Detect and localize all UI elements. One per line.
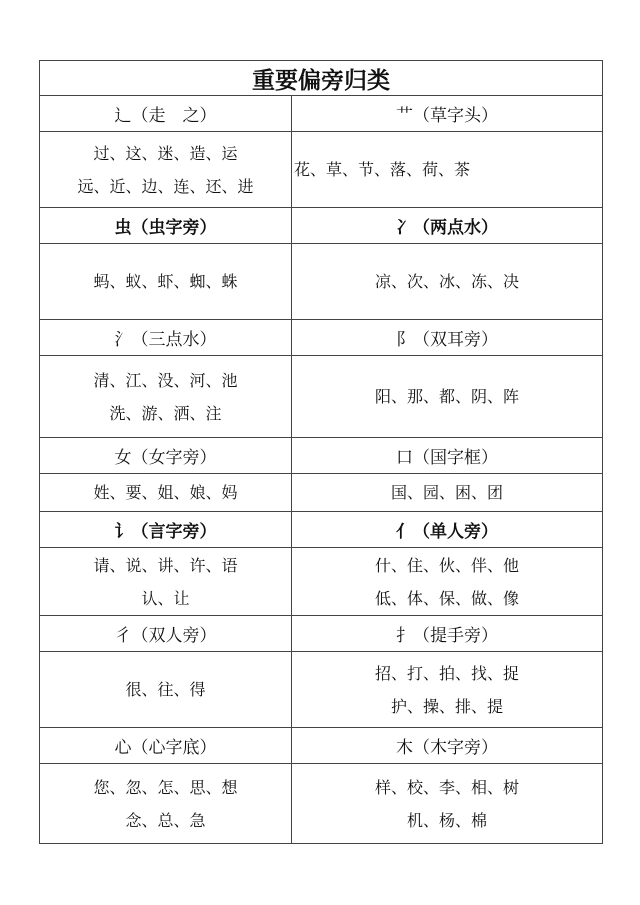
examples-cell: [40, 764, 292, 844]
radical-header: 彳（双人旁）: [40, 616, 292, 652]
radical-header: 艹（草字头）: [292, 96, 603, 132]
examples-line: 过、这、迷、造、运: [93, 143, 238, 163]
examples-line: 清、江、没、河、池: [93, 370, 238, 390]
examples-line: 花、草、节、落、荷、茶: [294, 160, 471, 179]
radical-header: 虫（虫字旁）: [40, 208, 292, 244]
examples-cell: [40, 132, 292, 208]
radical-table: [39, 60, 603, 844]
examples-line: 念、总、急: [125, 810, 206, 830]
section-header-row: [40, 320, 603, 356]
section-header-row: [40, 438, 603, 474]
examples-line: 姓、要、姐、娘、妈: [93, 483, 238, 502]
section-examples-row: [40, 764, 603, 844]
examples-line: 低、体、保、做、像: [374, 588, 519, 608]
examples-line: 护、操、排、提: [390, 696, 503, 716]
radical-header: 氵（三点水）: [40, 320, 292, 356]
examples-cell: [40, 652, 292, 728]
examples-cell: [292, 356, 603, 438]
examples-line: 国、园、困、团: [390, 483, 503, 502]
radical-header: 口（国字框）: [292, 438, 603, 474]
radical-header: 讠（言字旁）: [40, 512, 292, 548]
examples-cell: [292, 474, 603, 512]
examples-cell: [40, 548, 292, 616]
radical-header: 女（女字旁）: [40, 438, 292, 474]
examples-line: 凉、次、冰、冻、决: [374, 272, 519, 291]
examples-cell: [292, 652, 603, 728]
section-header-row: [40, 96, 603, 132]
examples-line: 很、往、得: [125, 680, 206, 699]
examples-line: 蚂、蚁、虾、蜘、蛛: [93, 272, 238, 291]
radical-header: ⻌（走 之）: [40, 96, 292, 132]
section-examples-row: [40, 652, 603, 728]
examples-line: 洗、游、洒、注: [109, 403, 222, 423]
examples-line: 招、打、拍、找、捉: [374, 663, 519, 683]
examples-line: 认、让: [141, 588, 190, 608]
page-title: 重要偏旁归类: [40, 61, 603, 96]
section-examples-row: [40, 474, 603, 512]
examples-cell: [40, 356, 292, 438]
examples-line: 什、住、伙、伴、他: [374, 555, 519, 575]
examples-cell: [292, 132, 603, 208]
section-examples-row: [40, 132, 603, 208]
examples-cell: [292, 764, 603, 844]
section-examples-row: [40, 244, 603, 320]
radical-header: 阝（双耳旁）: [292, 320, 603, 356]
examples-line: 机、杨、棉: [406, 810, 487, 830]
radical-table-sheet: [39, 60, 602, 844]
section-header-row: [40, 616, 603, 652]
examples-line: 阳、那、都、阴、阵: [374, 387, 519, 406]
section-header-row: [40, 728, 603, 764]
radical-header: 扌（提手旁）: [292, 616, 603, 652]
radical-header: 冫（两点水）: [292, 208, 603, 244]
section-header-row: [40, 512, 603, 548]
radical-header: 木（木字旁）: [292, 728, 603, 764]
radical-header: 心（心字底）: [40, 728, 292, 764]
examples-cell: [292, 548, 603, 616]
title-row: [40, 61, 603, 96]
radical-header: 亻（单人旁）: [292, 512, 603, 548]
section-examples-row: [40, 356, 603, 438]
examples-line: 请、说、讲、许、语: [93, 555, 238, 575]
section-examples-row: [40, 548, 603, 616]
examples-cell: [40, 244, 292, 320]
examples-line: 样、校、李、相、树: [374, 777, 519, 797]
examples-cell: [40, 474, 292, 512]
examples-line: 远、近、边、连、还、进: [77, 176, 254, 196]
examples-line: 您、忽、怎、思、想: [93, 777, 238, 797]
examples-cell: [292, 244, 603, 320]
section-header-row: [40, 208, 603, 244]
